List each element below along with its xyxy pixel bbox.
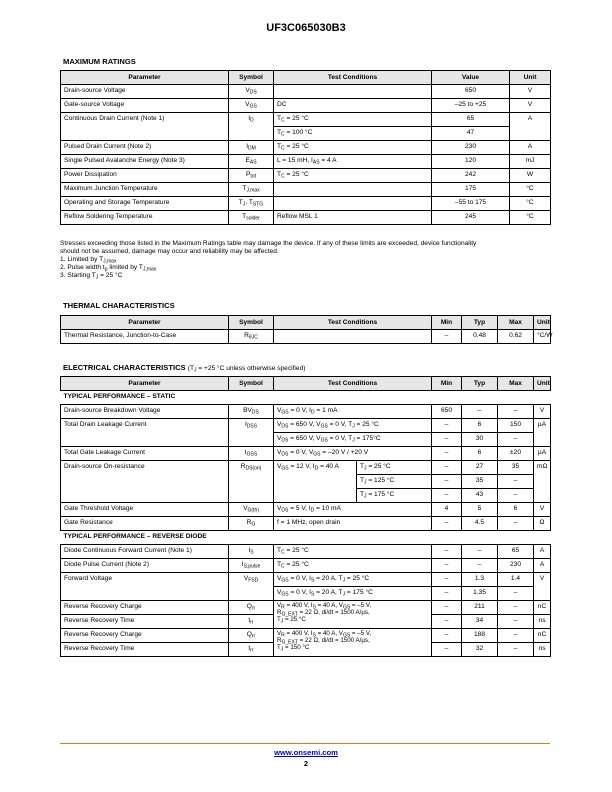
max-cell: – [498,601,534,615]
max-cell: 65 [498,545,534,559]
col-header: Min [432,316,462,330]
cond-cell: $T_C = 25$ °C [274,545,432,559]
group-row [61,531,551,545]
group-title: TYPICAL PERFORMANCE – STATIC [61,391,551,405]
symbol-cell: $I_D$ [229,113,274,141]
note-line: 2. Pulse width $t_p$ limited by $T_{J,max}$ [60,264,157,273]
max-cell: – [498,489,534,503]
unit-cell: µA [534,419,551,447]
value-cell: –25 to +25 [432,99,510,113]
param-cell: Total Drain Leakage Current [61,419,229,447]
typ-cell: 1.35 [462,587,498,601]
table-row [61,99,551,113]
param-cell: Power Dissipation [61,169,229,183]
max-cell: 0.62 [498,330,534,344]
param-cell: Reverse Recovery Charge [61,601,229,615]
cond-cell: $V_{GS} = 0$ V, $I_S = 20$ A, $T_J = 175$ °C [274,587,432,601]
cond-cell: $V_{GS} = 0$ V, $I_S = 20$ A, $T_J = 25$ °C [274,573,432,587]
min-cell: – [432,629,462,643]
max-cell: – [498,643,534,657]
max-cell: – [498,405,534,419]
max-ratings-title: MAXIMUM RATINGS [63,57,136,66]
col-header: Unit [534,377,551,391]
max-cell: – [498,615,534,629]
typ-cell: 6 [462,419,498,433]
symbol-cell: $T_{solder}$ [229,211,274,225]
param-cell: Drain-source Breakdown Voltage [61,405,229,419]
cond-cell: $T_C = 25$ °C [274,141,432,155]
min-cell: – [432,461,462,475]
typ-cell: 6 [462,447,498,461]
col-header: Parameter [61,316,229,330]
temp-cell: $T_J = 125$ °C [357,475,432,489]
max-cell: 230 [498,559,534,573]
thermal-table [60,315,551,344]
table-row [61,503,551,517]
value-cell: 245 [432,211,510,225]
symbol-cell: $T_{J,max}$ [229,183,274,197]
table-header-row [61,71,551,85]
table-row [61,141,551,155]
unit-cell: °C [510,183,551,197]
unit-cell: V [534,573,551,601]
typ-cell: 32 [462,643,498,657]
unit-cell: A [534,559,551,573]
table-row [61,461,551,475]
min-cell: – [432,517,462,531]
cond-cell [274,197,432,211]
min-cell: – [432,601,462,615]
group-row [61,391,551,405]
max-cell: 1.4 [498,573,534,587]
param-cell: Continuous Drain Current (Note 1) [61,113,229,141]
table-row [61,517,551,531]
cond-cell: $V_{DS} = 650$ V, $V_{GS} = 0$ V, $T_J = 25$ °C [274,419,432,433]
symbol-cell: $BV_{DS}$ [229,405,274,419]
temp-cell: $T_J = 25$ °C [357,461,432,475]
temp-cell: $T_J = 175$ °C [357,489,432,503]
table-row [61,545,551,559]
param-cell: Reverse Recovery Time [61,643,229,657]
value-cell: 230 [432,141,510,155]
typ-cell: 30 [462,433,498,447]
table-row [61,629,551,643]
symbol-cell: $P_{tot}$ [229,169,274,183]
min-cell: – [432,419,462,433]
max-ratings-table [60,70,551,225]
max-cell: 6 [498,503,534,517]
cond-cell [274,183,432,197]
cond-cell: $T_C = 25$ °C [274,559,432,573]
unit-cell: nC [534,601,551,615]
unit-cell: mJ [510,155,551,169]
unit-cell: V [510,99,551,113]
table-row [61,419,551,433]
max-cell: 35 [498,461,534,475]
typ-cell: 4.5 [462,517,498,531]
unit-cell: ns [534,643,551,657]
note-line: 3. Starting $T_J = 25$ °C [60,272,123,281]
thermal-title: THERMAL CHARACTERISTICS [63,301,175,310]
cond-cell: $V_R = 400$ V, $I_S = 40$ A, $V_{GS} = -5$ V, $R_{G\_EXT} = 22$ Ω, di/dt = 1500 A/µs, $T_J = 25$ °C [274,601,432,629]
table-row [61,155,551,169]
cond-cell: $T_C = 25$ °C [274,113,432,127]
param-cell: Drain-source On-resistance [61,461,229,503]
group-title: TYPICAL PERFORMANCE – REVERSE DIODE [61,531,551,545]
value-cell: 175 [432,183,510,197]
unit-cell: µA [534,447,551,461]
param-cell: Thermal Resistance, Junction-to-Case [61,330,229,344]
param-cell: Operating and Storage Temperature [61,197,229,211]
max-cell: – [498,517,534,531]
footer-link[interactable]: www.onsemi.com [274,748,338,757]
param-cell: Gate Resistance [61,517,229,531]
param-cell: Forward Voltage [61,573,229,601]
col-header: Symbol [229,377,274,391]
col-header: Symbol [229,316,274,330]
param-cell: Maximum Junction Temperature [61,183,229,197]
electrical-title: ELECTRICAL CHARACTERISTICS ($T_J = +25$ °C unless otherwise specified) [63,363,306,374]
min-cell: – [432,330,462,344]
symbol-cell: $Q_{rr}$ [229,601,274,615]
col-header: Typ [462,316,498,330]
min-cell: – [432,643,462,657]
cond-cell: $V_{DS} = 0$ V, $V_{GS} = -20$ V / +20 V [274,447,432,461]
unit-cell: V [534,503,551,517]
symbol-cell: $R_{\theta JC}$ [229,330,274,344]
col-header: Max [498,377,534,391]
unit-cell: V [510,85,551,99]
min-cell: – [432,489,462,503]
param-cell: Total Gate Leakage Current [61,447,229,461]
param-cell: Pulsed Drain Current (Note 2) [61,141,229,155]
symbol-cell: $I_{DM}$ [229,141,274,155]
min-cell: – [432,615,462,629]
unit-cell: A [510,141,551,155]
table-row [61,169,551,183]
max-cell: – [498,629,534,643]
min-cell: – [432,433,462,447]
table-header-row [61,316,551,330]
typ-cell: 34 [462,615,498,629]
min-cell: – [432,447,462,461]
param-cell: Single Pulsed Avalanche Energy (Note 3) [61,155,229,169]
symbol-cell: $I_{S,pulse}$ [229,559,274,573]
value-cell: 650 [432,85,510,99]
symbol-cell: $V_{G(th)}$ [229,503,274,517]
note-line: should not be assumed, damage may occur and reliability may be affected. [60,248,279,255]
footer-rule [60,743,550,744]
col-header: Unit [510,71,551,85]
symbol-cell: $Q_{rr}$ [229,629,274,643]
symbol-cell: $V_{GS}$ [229,99,274,113]
value-cell: 65 [432,113,510,127]
param-cell: Reverse Recovery Charge [61,629,229,643]
col-header: Parameter [61,377,229,391]
col-header: Typ [462,377,498,391]
typ-cell: – [462,405,498,419]
col-header: Symbol [229,71,274,85]
max-cell: 150 [498,419,534,433]
value-cell: 242 [432,169,510,183]
electrical-table [60,376,551,657]
unit-cell: W [510,169,551,183]
col-header: Test Conditions [274,71,432,85]
unit-cell: V [534,405,551,419]
cond-cell: $T_C = 100$ °C [274,127,432,141]
table-header-row [61,377,551,391]
symbol-cell: $R_{DS(on)}$ [229,461,274,503]
param-cell: Reflow Soldering Temperature [61,211,229,225]
typ-cell: 27 [462,461,498,475]
max-cell: – [498,433,534,447]
symbol-cell: $I_S$ [229,545,274,559]
typ-cell: 188 [462,629,498,643]
param-cell: Gate-source Voltage [61,99,229,113]
cond-cell: $V_{DS} = 650$ V, $V_{GS} = 0$ V, $T_J = 175^\circ C$ [274,433,432,447]
unit-cell: °C [510,211,551,225]
col-header: Max [498,316,534,330]
value-cell: –55 to 175 [432,197,510,211]
max-cell: ±20 [498,447,534,461]
col-header: Test Conditions [274,377,432,391]
param-cell: Diode Continuous Forward Current (Note 1) [61,545,229,559]
max-ratings-notes [60,240,555,280]
note-line: 1. Limited by $T_{J,max}$ [60,256,117,265]
min-cell: – [432,587,462,601]
table-row [61,405,551,419]
table-row [61,559,551,573]
table-row [61,211,551,225]
symbol-cell: $V_{DS}$ [229,85,274,99]
cond-cell: f = 1 MHz, open drain [274,517,432,531]
typ-cell: 211 [462,601,498,615]
min-cell: – [432,475,462,489]
cond-cell: L = 15 mH, $I_{AS} = 4$ A [274,155,432,169]
table-row [61,573,551,587]
cond-cell: $T_C = 25$ °C [274,169,432,183]
col-header: Min [432,377,462,391]
min-cell: – [432,559,462,573]
typ-cell: 43 [462,489,498,503]
col-header: Parameter [61,71,229,85]
cond-cell: $V_{GS} = 12$ V, $I_D = 40$ A [274,461,357,503]
value-cell: 47 [432,127,510,141]
typ-cell: 5 [462,503,498,517]
table-row [61,447,551,461]
max-cell: – [498,587,534,601]
table-row [61,330,551,344]
min-cell: – [432,573,462,587]
cond-cell: Reflow MSL 1 [274,211,432,225]
col-header: Value [432,71,510,85]
symbol-cell: $I_{GSS}$ [229,447,274,461]
min-cell: 650 [432,405,462,419]
param-cell: Reverse Recovery Time [61,615,229,629]
table-row [61,113,551,127]
page-title: UF3C065030B3 [266,22,346,34]
symbol-cell: $T_J$, $T_{STG}$ [229,197,274,211]
typ-cell: – [462,545,498,559]
param-cell: Drain-source Voltage [61,85,229,99]
typ-cell: 0.48 [462,330,498,344]
unit-cell: mΩ [534,461,551,503]
page-number: 2 [303,759,309,768]
col-header: Test Conditions [274,316,432,330]
typ-cell: 35 [462,475,498,489]
symbol-cell: $I_{DSS}$ [229,419,274,447]
note-line: Stresses exceeding those listed in the Maximum Ratings table may damage the device. If any of these limits are exceeded, device functionality [60,240,477,247]
typ-cell: 1.3 [462,573,498,587]
symbol-cell: $V_{FSD}$ [229,573,274,601]
table-row [61,183,551,197]
table-row [61,601,551,615]
symbol-cell: $E_{AS}$ [229,155,274,169]
value-cell: 120 [432,155,510,169]
table-row [61,197,551,211]
cond-cell: $V_{DS} = 5$ V, $I_D = 10$ mA [274,503,432,517]
param-cell: Gate Threshold Voltage [61,503,229,517]
symbol-cell: $t_{rr}$ [229,643,274,657]
unit-cell: °C [510,197,551,211]
col-header: Unit [534,316,551,330]
symbol-cell: $t_{rr}$ [229,615,274,629]
cond-cell: $V_{GS} = 0$ V, $I_D = 1$ mA [274,405,432,419]
unit-cell: nC [534,629,551,643]
param-cell: Diode Pulse Current (Note 2) [61,559,229,573]
unit-cell: Ω [534,517,551,531]
cond-cell: DC [274,99,432,113]
symbol-cell: $R_G$ [229,517,274,531]
min-cell: – [432,545,462,559]
unit-cell: A [510,113,551,141]
cond-cell [274,330,432,344]
cond-cell [274,85,432,99]
cond-cell: $V_R = 400$ V, $I_S = 40$ A, $V_{GS} = -5$ V, $R_{G\_EXT} = 22$ Ω, di/dt = 1500 A/µs, $T_J = 150$ °C [274,629,432,657]
typ-cell: – [462,559,498,573]
unit-cell: A [534,545,551,559]
unit-cell: °C/W [534,330,551,344]
unit-cell: ns [534,615,551,629]
table-row [61,85,551,99]
min-cell: 4 [432,503,462,517]
max-cell: – [498,475,534,489]
